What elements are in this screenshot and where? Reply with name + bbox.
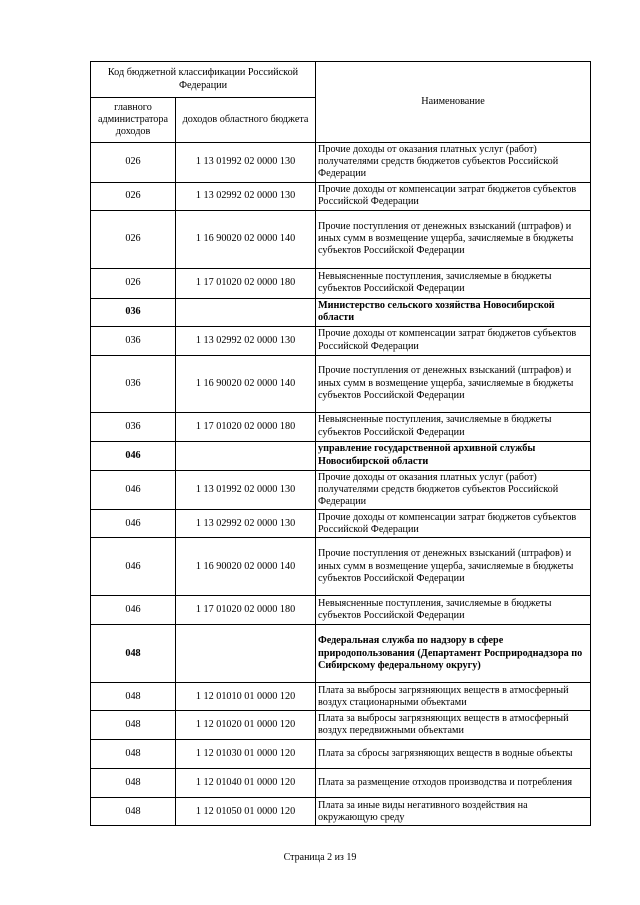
admin-code-cell: 036 xyxy=(91,298,176,326)
name-cell: Прочие доходы от компенсации затрат бюджетов субъектов Российской Федерации xyxy=(316,326,591,355)
name-cell: Плата за выбросы загрязняющих веществ в атмосферный воздух стационарными объектами xyxy=(316,683,591,711)
table-row xyxy=(91,326,591,355)
admin-code-cell: 026 xyxy=(91,182,176,210)
table-row xyxy=(91,510,591,538)
income-code-cell xyxy=(176,298,316,326)
income-code-cell: 1 13 01992 02 0000 130 xyxy=(176,470,316,510)
name-cell: Прочие доходы от компенсации затрат бюджетов субъектов Российской Федерации xyxy=(316,510,591,538)
name-cell: Плата за размещение отходов производства и потребления xyxy=(316,769,591,798)
table-row xyxy=(91,798,591,826)
table-row xyxy=(91,538,591,596)
admin-code-cell: 048 xyxy=(91,740,176,769)
table-row xyxy=(91,210,591,268)
name-cell: Министерство сельского хозяйства Новосибирской области xyxy=(316,298,591,326)
admin-code-cell: 026 xyxy=(91,210,176,268)
admin-code-cell: 026 xyxy=(91,268,176,298)
admin-code-cell: 048 xyxy=(91,711,176,740)
name-cell: Федеральная служба по надзору в сфере природопользования (Департамент Росприроднадзора по Сибирскому федеральному округу) xyxy=(316,625,591,683)
income-column-header: доходов областного бюджета xyxy=(176,98,316,143)
name-cell: Прочие доходы от оказания платных услуг (работ) получателями средств бюджетов субъектов Российской Федерации xyxy=(316,143,591,183)
table-row xyxy=(91,470,591,510)
admin-code-cell: 048 xyxy=(91,625,176,683)
page-number: Страница 2 из 19 xyxy=(283,852,357,863)
income-code-cell: 1 16 90020 02 0000 140 xyxy=(176,538,316,596)
name-cell: Невыясненные поступления, зачисляемые в бюджеты субъектов Российской Федерации xyxy=(316,268,591,298)
income-code-cell: 1 12 01020 01 0000 120 xyxy=(176,711,316,740)
table-row xyxy=(91,769,591,798)
income-code-cell: 1 13 02992 02 0000 130 xyxy=(176,326,316,355)
name-cell: Плата за выбросы загрязняющих веществ в атмосферный воздух передвижными объектами xyxy=(316,711,591,740)
income-code-cell xyxy=(176,625,316,683)
name-cell: Прочие поступления от денежных взысканий (штрафов) и иных сумм в возмещение ущерба, зачисляемые в бюджеты субъектов Российской Федерации xyxy=(316,538,591,596)
name-cell: Невыясненные поступления, зачисляемые в бюджеты субъектов Российской Федерации xyxy=(316,412,591,441)
income-code-cell: 1 12 01010 01 0000 120 xyxy=(176,683,316,711)
admin-code-cell: 036 xyxy=(91,412,176,441)
name-cell: Прочие поступления от денежных взысканий (штрафов) и иных сумм в возмещение ущерба, зачисляемые в бюджеты субъектов Российской Федерации xyxy=(316,355,591,412)
table-row xyxy=(91,683,591,711)
income-code-cell: 1 12 01030 01 0000 120 xyxy=(176,740,316,769)
income-code-cell: 1 12 01040 01 0000 120 xyxy=(176,769,316,798)
income-code-cell xyxy=(176,441,316,470)
table-row xyxy=(91,412,591,441)
admin-code-cell: 046 xyxy=(91,538,176,596)
table-row xyxy=(91,711,591,740)
income-code-cell: 1 16 90020 02 0000 140 xyxy=(176,210,316,268)
admin-column-header: главного администратора доходов xyxy=(91,98,176,143)
income-code-cell: 1 13 02992 02 0000 130 xyxy=(176,182,316,210)
admin-code-cell: 046 xyxy=(91,441,176,470)
table-row xyxy=(91,143,591,183)
name-cell: управление государственной архивной службы Новосибирской области xyxy=(316,441,591,470)
admin-code-cell: 048 xyxy=(91,798,176,826)
income-code-cell: 1 13 02992 02 0000 130 xyxy=(176,510,316,538)
income-code-cell: 1 12 01050 01 0000 120 xyxy=(176,798,316,826)
table-row xyxy=(91,298,591,326)
admin-code-cell: 048 xyxy=(91,683,176,711)
name-cell: Плата за иные виды негативного воздействия на окружающую среду xyxy=(316,798,591,826)
income-code-cell: 1 17 01020 02 0000 180 xyxy=(176,596,316,625)
admin-code-cell: 046 xyxy=(91,596,176,625)
table-row xyxy=(91,268,591,298)
income-code-cell: 1 13 01992 02 0000 130 xyxy=(176,143,316,183)
name-cell: Прочие доходы от компенсации затрат бюджетов субъектов Российской Федерации xyxy=(316,182,591,210)
budget-classification-table xyxy=(90,61,591,826)
income-code-cell: 1 17 01020 02 0000 180 xyxy=(176,268,316,298)
admin-code-cell: 036 xyxy=(91,326,176,355)
admin-code-cell: 026 xyxy=(91,143,176,183)
name-cell: Невыясненные поступления, зачисляемые в бюджеты субъектов Российской Федерации xyxy=(316,596,591,625)
name-column-header: Наименование xyxy=(316,62,591,143)
income-code-cell: 1 17 01020 02 0000 180 xyxy=(176,412,316,441)
admin-code-cell: 046 xyxy=(91,510,176,538)
table-row xyxy=(91,441,591,470)
table-row xyxy=(91,740,591,769)
header-row-top xyxy=(91,62,591,98)
code-group-header: Код бюджетной классификации Российской Федерации xyxy=(91,62,316,98)
admin-code-cell: 048 xyxy=(91,769,176,798)
table-row xyxy=(91,625,591,683)
name-cell: Плата за сбросы загрязняющих веществ в водные объекты xyxy=(316,740,591,769)
table-row xyxy=(91,596,591,625)
income-code-cell: 1 16 90020 02 0000 140 xyxy=(176,355,316,412)
name-cell: Прочие доходы от оказания платных услуг (работ) получателями средств бюджетов субъектов Российской Федерации xyxy=(316,470,591,510)
table-row xyxy=(91,355,591,412)
table-row xyxy=(91,182,591,210)
admin-code-cell: 036 xyxy=(91,355,176,412)
name-cell: Прочие поступления от денежных взысканий (штрафов) и иных сумм в возмещение ущерба, зачисляемые в бюджеты субъектов Российской Федерации xyxy=(316,210,591,268)
admin-code-cell: 046 xyxy=(91,470,176,510)
